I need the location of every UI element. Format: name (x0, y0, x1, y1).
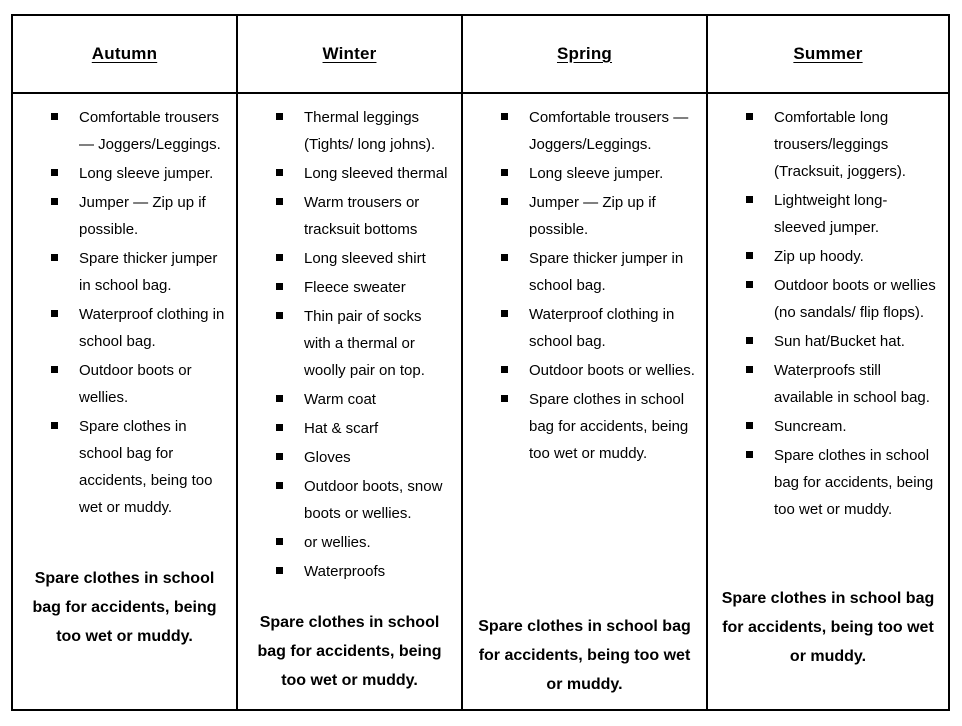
clothing-item-text: Waterproofs (304, 563, 386, 580)
column-spring (463, 94, 708, 709)
clothing-item-text: or wellies. (304, 534, 371, 551)
square-bullet-icon (501, 395, 508, 402)
square-bullet-icon (746, 196, 753, 203)
square-bullet-icon (746, 281, 753, 288)
clothing-item (746, 328, 938, 355)
square-bullet-icon (276, 453, 283, 460)
autumn-item-list (13, 104, 230, 523)
square-bullet-icon (746, 252, 753, 259)
table-body-row (13, 94, 948, 709)
clothing-item-text: Outdoor boots or wellies. (529, 362, 695, 379)
clothing-item (51, 413, 226, 521)
clothing-item (746, 187, 938, 241)
clothing-item-text: Spare clothes in school bag for accidents, being too wet or muddy. (529, 391, 689, 462)
clothing-item (276, 104, 451, 158)
square-bullet-icon (51, 310, 58, 317)
clothing-item-text: Spare clothes in school bag for accidents, being too wet or muddy. (774, 447, 934, 518)
clothing-item (51, 301, 226, 355)
square-bullet-icon (501, 254, 508, 261)
clothing-item-text: Outdoor boots or wellies. (79, 362, 192, 406)
column-winter (238, 94, 463, 709)
clothing-item (51, 104, 226, 158)
clothing-item-text: Gloves (304, 449, 351, 466)
clothing-item-text: Long sleeved shirt (304, 250, 426, 267)
spare-clothes-note: Spare clothes in school bag for accidents, being too wet or muddy. (257, 614, 442, 689)
clothing-item (276, 274, 451, 301)
clothing-item (51, 160, 226, 187)
clothing-item (746, 413, 938, 440)
square-bullet-icon (501, 169, 508, 176)
spare-clothes-note: Spare clothes in school bag for accidents, being too wet or muddy. (478, 618, 691, 693)
autumn-header-label: Autumn (91, 44, 158, 63)
clothing-item (501, 245, 696, 299)
square-bullet-icon (746, 451, 753, 458)
clothing-item (276, 415, 451, 442)
spare-clothes-note: Spare clothes in school bag for accidents, being too wet or muddy. (721, 590, 935, 665)
clothing-item-text: Outdoor boots, snow boots or wellies. (304, 478, 443, 522)
clothing-item (746, 104, 938, 185)
clothing-item-text: Warm coat (304, 391, 376, 408)
square-bullet-icon (746, 113, 753, 120)
clothing-item-text: Waterproofs still available in school bag. (774, 362, 930, 406)
clothing-item (746, 243, 938, 270)
summer-header-label: Summer (793, 44, 863, 63)
clothing-item-text: Long sleeve jumper. (79, 165, 214, 182)
clothing-item-text: Sun hat/Bucket hat. (774, 333, 905, 350)
square-bullet-icon (276, 395, 283, 402)
square-bullet-icon (746, 337, 753, 344)
square-bullet-icon (276, 283, 283, 290)
square-bullet-icon (51, 198, 58, 205)
square-bullet-icon (276, 482, 283, 489)
clothing-item (276, 386, 451, 413)
clothing-item (501, 160, 696, 187)
clothing-item-text: Hat & scarf (304, 420, 379, 437)
spare-clothes-note: Spare clothes in school bag for accidents, being too wet or muddy. (32, 570, 217, 645)
square-bullet-icon (501, 198, 508, 205)
square-bullet-icon (276, 254, 283, 261)
clothing-item (276, 160, 451, 187)
clothing-item-text: Long sleeve jumper. (529, 165, 664, 182)
clothing-item (501, 386, 696, 467)
summer-item-list (708, 104, 942, 525)
clothing-item-text: Lightweight long-sleeved jumper. (774, 192, 888, 236)
clothing-item-text: Fleece sweater (304, 279, 406, 296)
clothing-item (501, 104, 696, 158)
column-header-summer (708, 16, 948, 92)
clothing-item (746, 272, 938, 326)
clothing-item (276, 444, 451, 471)
column-autumn (13, 94, 238, 709)
square-bullet-icon (276, 198, 283, 205)
clothing-item-text: Jumper — Zip up if possible. (79, 194, 206, 238)
clothing-item (276, 473, 451, 527)
spring-item-list (463, 104, 700, 469)
column-header-autumn (13, 16, 238, 92)
clothing-item (51, 357, 226, 411)
square-bullet-icon (501, 366, 508, 373)
clothing-item-text: Warm trousers or tracksuit bottoms (304, 194, 420, 238)
clothing-item-text: Zip up hoody. (774, 248, 864, 265)
clothing-item (501, 189, 696, 243)
clothing-item-text: Waterproof clothing in school bag. (529, 306, 675, 350)
clothing-item (276, 529, 451, 556)
clothing-item (276, 245, 451, 272)
square-bullet-icon (51, 169, 58, 176)
clothing-item-text: Outdoor boots or wellies (no sandals/ flip flops). (774, 277, 936, 321)
square-bullet-icon (276, 424, 283, 431)
clothing-item (276, 189, 451, 243)
spring-header-label: Spring (556, 44, 613, 63)
clothing-item-text: Long sleeved thermal (304, 165, 448, 182)
square-bullet-icon (51, 366, 58, 373)
square-bullet-icon (51, 113, 58, 120)
clothing-item-text: Jumper — Zip up if possible. (529, 194, 656, 238)
clothing-item (746, 442, 938, 523)
clothing-item (746, 357, 938, 411)
seasons-clothing-table (11, 14, 950, 711)
winter-item-list (238, 104, 455, 587)
clothing-item-text: Comfortable trousers — Joggers/Leggings. (529, 109, 689, 153)
clothing-item (501, 301, 696, 355)
clothing-item-text: Spare thicker jumper in school bag. (529, 250, 684, 294)
clothing-item-text: Spare thicker jumper in school bag. (79, 250, 218, 294)
clothing-item (501, 357, 696, 384)
square-bullet-icon (746, 366, 753, 373)
winter-header-label: Winter (322, 44, 377, 63)
square-bullet-icon (276, 312, 283, 319)
clothing-item-text: Thermal leggings (Tights/ long johns). (304, 109, 436, 153)
clothing-item-text: Spare clothes in school bag for accidents, being too wet or muddy. (79, 418, 213, 516)
square-bullet-icon (746, 422, 753, 429)
square-bullet-icon (51, 422, 58, 429)
clothing-item-text: Thin pair of socks with a thermal or woolly pair on top. (304, 308, 425, 379)
square-bullet-icon (501, 113, 508, 120)
column-header-spring (463, 16, 708, 92)
square-bullet-icon (51, 254, 58, 261)
column-summer (708, 94, 948, 709)
clothing-item-text: Comfortable long trousers/leggings (Tracksuit, joggers). (774, 109, 906, 180)
square-bullet-icon (276, 113, 283, 120)
clothing-item-text: Waterproof clothing in school bag. (79, 306, 225, 350)
clothing-item-text: Comfortable trousers — Joggers/Leggings. (79, 109, 221, 153)
clothing-item (276, 558, 451, 585)
square-bullet-icon (276, 567, 283, 574)
column-header-winter (238, 16, 463, 92)
table-header-row (13, 16, 948, 94)
clothing-item-text: Suncream. (774, 418, 847, 435)
square-bullet-icon (276, 538, 283, 545)
clothing-item (51, 189, 226, 243)
square-bullet-icon (501, 310, 508, 317)
clothing-item (51, 245, 226, 299)
clothing-item (276, 303, 451, 384)
square-bullet-icon (276, 169, 283, 176)
